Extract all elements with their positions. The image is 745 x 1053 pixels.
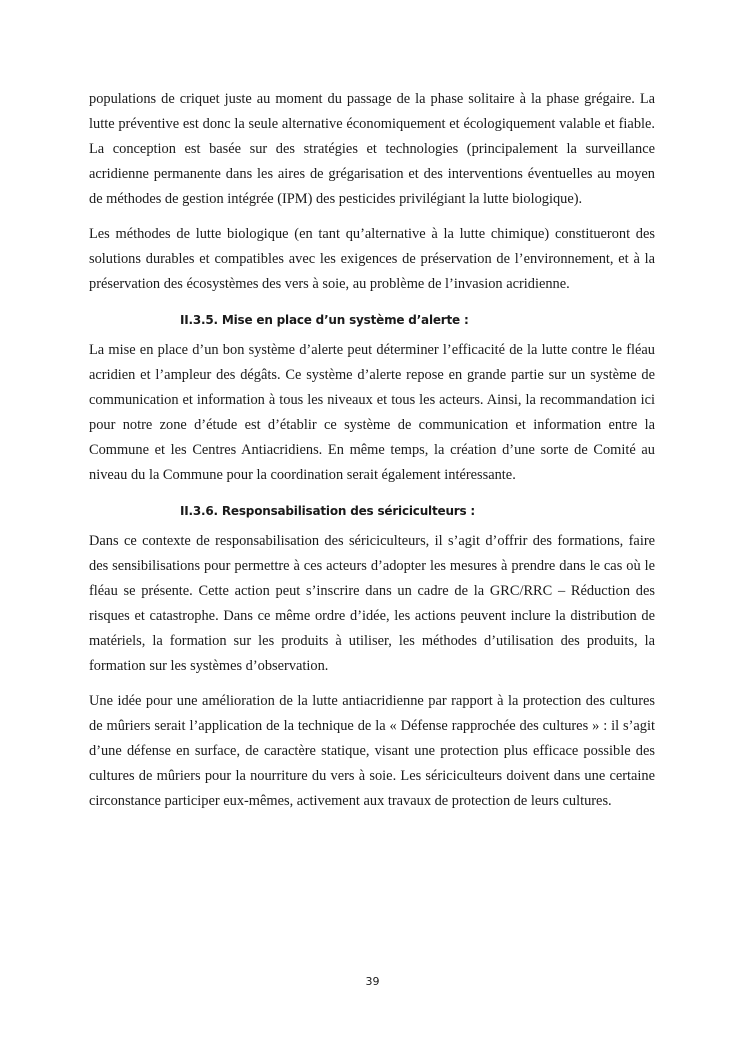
paragraph-sericulturist-training: Dans ce contexte de responsabilisation des sériciculteurs, il s’agit d’offrir des formations, faire des sensibilisations pour permettre à ces acteurs d’adopter les mesures à prendre dans le cas où le fléau se présente. Cette action peut s’inscrire dans un cadre de la GRC/RRC – Réduction des risques et catastrophe. Dans ce même ordre d’idée, les actions peuvent inclure la distribution de matériels, la formation sur les produits à utiliser, les méthodes d’utilisation des produits, la formation sur les systèmes d’observation. bbox=[89, 533, 655, 674]
document-page bbox=[89, 87, 655, 824]
page-number: 39 bbox=[365, 975, 380, 988]
paragraph-intro-preventive-control: populations de criquet juste au moment du passage de la phase solitaire à la phase grégaire. La lutte préventive est donc la seule alternative économiquement et écologiquement valable et fiable. La conception est basée sur des stratégies et technologies (principalement la surveillance acridienne permanente dans les aires de grégarisation et des interventions éventuelles au moyen de méthodes de gestion intégrée (IPM) des pesticides privilégiant la lutte biologique). bbox=[89, 91, 655, 207]
paragraph-biological-control: Les méthodes de lutte biologique (en tant qu’alternative à la lutte chimique) constitueront des solutions durables et compatibles avec les exigences de préservation de l’environnement, et à la préservation des écosystèmes des vers à soie, au problème de l’invasion acridienne. bbox=[89, 226, 655, 292]
section-heading-alert-system: II.3.5. Mise en place d’un système d’alerte : bbox=[180, 313, 469, 327]
paragraph-close-crop-defense: Une idée pour une amélioration de la lutte antiacridienne par rapport à la protection des cultures de mûriers serait l’application de la technique de la « Défense rapprochée des cultures » : il s’agit d’une défense en surface, de caractère statique, visant une protection plus efficace possible des cultures de mûriers pour la nourriture du vers à soie. Les sériciculteurs doivent dans une certaine circonstance participer eux-mêmes, activement aux travaux de protection de leurs cultures. bbox=[89, 693, 655, 809]
section-heading-sericulturist-responsibility: II.3.6. Responsabilisation des sériciculteurs : bbox=[180, 504, 476, 518]
paragraph-alert-system: La mise en place d’un bon système d’alerte peut déterminer l’efficacité de la lutte contre le fléau acridien et l’ampleur des dégâts. Ce système d’alerte repose en grande partie sur un système de communication et information à tous les niveaux et tous les acteurs. Ainsi, la recommandation ici pour notre zone d’étude est d’établir ce système de communication et information entre la Commune et les Centres Antiacridiens. En même temps, la création d’une sorte de Comité au niveau du la Commune pour la coordination serait également intéressante. bbox=[89, 342, 655, 483]
